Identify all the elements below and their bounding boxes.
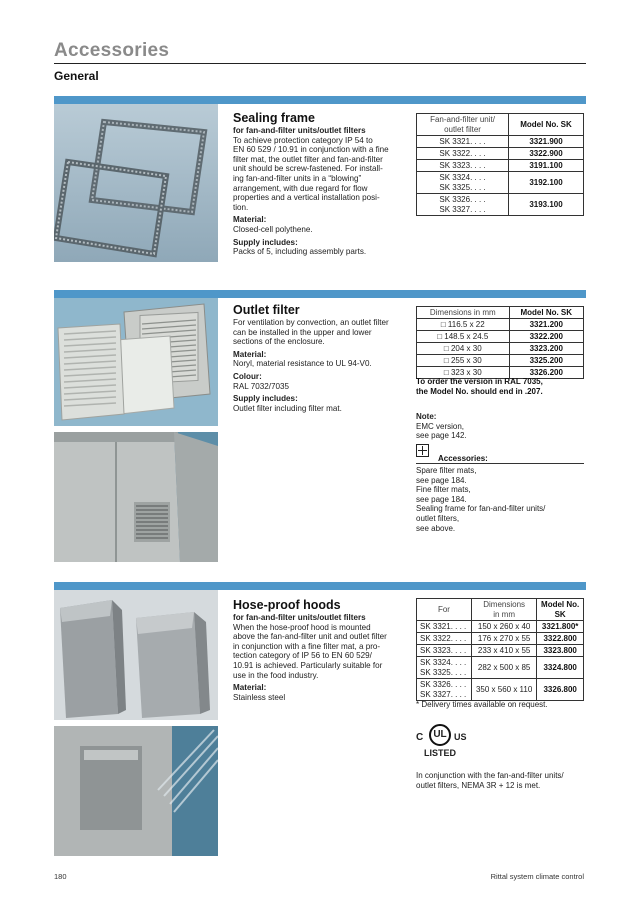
table-header-row bbox=[417, 599, 584, 621]
table-cell: 3323.800 bbox=[537, 645, 584, 657]
table-cell: 3323.200 bbox=[509, 343, 583, 355]
accessories-line: Spare filter mats, bbox=[416, 466, 477, 475]
ul-listed-logo bbox=[416, 724, 482, 764]
sealing-line: EN 60 529 / 10.91 in conjunction with a fine bbox=[233, 145, 389, 155]
outlet-table bbox=[416, 306, 584, 379]
table-cell bbox=[417, 194, 509, 216]
hoods-line: in conjunction with a fine filter mat, a pro- bbox=[233, 641, 381, 651]
section-heading: General bbox=[54, 69, 99, 83]
table-cell: 3321.200 bbox=[509, 319, 583, 331]
accessories-rule bbox=[416, 463, 584, 464]
note-label: Note: bbox=[416, 412, 437, 421]
column-header-line: SK bbox=[554, 609, 566, 619]
hoods-line: 10.91 is achieved. Particularly suitable for bbox=[233, 660, 383, 670]
table-cell: 350 x 560 x 110 bbox=[471, 679, 536, 701]
column-header-line: Model No. bbox=[541, 599, 580, 609]
note-line: see page 142. bbox=[416, 431, 467, 441]
sealing-line: filter mat, the outlet filter and fan-and-filter bbox=[233, 154, 383, 164]
sealing-line: tion. bbox=[233, 202, 249, 212]
header-rule bbox=[54, 63, 586, 64]
column-header-line: Dimensions bbox=[483, 599, 526, 609]
enclosure-photo bbox=[54, 432, 218, 562]
hood-installed-photo bbox=[54, 726, 218, 856]
table-row bbox=[417, 194, 584, 216]
table-cell: 3321.900 bbox=[509, 136, 584, 148]
column-header-line: in mm bbox=[493, 609, 516, 619]
hoods-line: above the fan-and-filter unit and outlet filter bbox=[233, 632, 387, 642]
table-row bbox=[417, 136, 584, 148]
column-header-line: Fan-and-filter unit/ bbox=[430, 114, 495, 124]
table-cell: □ 255 x 30 bbox=[417, 355, 510, 367]
ul-note-line: In conjunction with the fan-and-filter units/ bbox=[416, 771, 564, 780]
sealing-line: To achieve protection category IP 54 to bbox=[233, 135, 373, 145]
table-cell: 150 x 260 x 40 bbox=[471, 621, 536, 633]
table-cell-line: SK 3324. . . . bbox=[420, 657, 467, 667]
table-cell bbox=[417, 657, 472, 679]
outlet-title: Outlet filter bbox=[233, 303, 300, 317]
outlet-material-label: Material: bbox=[233, 349, 267, 359]
outlet-supply: Outlet filter including filter mat. bbox=[233, 403, 342, 413]
order-note-line: To order the version in RAL 7035, bbox=[416, 377, 543, 386]
table-cell: 176 x 270 x 55 bbox=[471, 633, 536, 645]
column-header: Model No. SK bbox=[509, 114, 584, 136]
ul-circle-mark: UL bbox=[429, 724, 451, 746]
outlet-description bbox=[233, 318, 408, 413]
column-header-line: outlet filter bbox=[444, 124, 481, 134]
table-cell: 3322.200 bbox=[509, 331, 583, 343]
table-cell-line: SK 3325. . . . bbox=[439, 182, 486, 192]
outlet-colour-label: Colour: bbox=[233, 371, 262, 381]
accessories-line: Sealing frame for fan-and-filter units/ bbox=[416, 504, 546, 514]
table-cell: SK 3322. . . . bbox=[417, 633, 472, 645]
sealing-frame-photo bbox=[54, 104, 218, 262]
outlet-colour: RAL 7032/7035 bbox=[233, 381, 289, 391]
accessories-line: Fine filter mats, bbox=[416, 485, 471, 495]
sealing-supply: Packs of 5, including assembly parts. bbox=[233, 247, 367, 257]
table-cell: 3322.900 bbox=[509, 148, 584, 160]
sealing-material-label: Material: bbox=[233, 215, 267, 225]
table-cell: 3193.100 bbox=[509, 194, 584, 216]
table-cell: 3326.800 bbox=[537, 679, 584, 701]
column-header: For bbox=[417, 599, 472, 621]
sealing-material: Closed-cell polythene. bbox=[233, 224, 313, 234]
table-cell: □ 116.5 x 22 bbox=[417, 319, 510, 331]
hoods-line: tection category of IP 56 to EN 60 529/ bbox=[233, 651, 372, 661]
ul-note bbox=[416, 771, 564, 790]
outlet-filter-photo bbox=[54, 298, 218, 426]
column-header: Dimensions in mm bbox=[417, 307, 510, 319]
note-block bbox=[416, 412, 467, 441]
sealing-for: for fan-and-filter units/outlet filters bbox=[233, 126, 366, 135]
table-row bbox=[417, 172, 584, 194]
column-header bbox=[537, 599, 584, 621]
hoods-table bbox=[416, 598, 584, 701]
sealing-title: Sealing frame bbox=[233, 111, 315, 125]
table-cell: SK 3321. . . . bbox=[417, 621, 472, 633]
outlet-line: For ventilation by convection, an outlet filter bbox=[233, 318, 389, 327]
table-cell: □ 148.5 x 24.5 bbox=[417, 331, 510, 343]
table-row bbox=[417, 657, 584, 679]
sealing-table bbox=[416, 113, 584, 216]
order-note-line: the Model No. should end in .207. bbox=[416, 386, 543, 396]
section-band-hoods bbox=[54, 582, 586, 590]
accessories-line: see above. bbox=[416, 523, 456, 533]
table-cell: 3324.800 bbox=[537, 657, 584, 679]
table-cell bbox=[417, 679, 472, 701]
table-cell: □ 323 x 30 bbox=[417, 367, 510, 379]
table-cell: 3322.800 bbox=[537, 633, 584, 645]
sealing-supply-label: Supply includes: bbox=[233, 237, 298, 247]
page-number: 180 bbox=[54, 872, 67, 881]
column-header bbox=[471, 599, 536, 621]
table-cell-line: SK 3326. . . . bbox=[439, 194, 486, 204]
sealing-description bbox=[233, 126, 408, 257]
table-cell: 3192.100 bbox=[509, 172, 584, 194]
hoods-line: use in the food industry. bbox=[233, 670, 319, 680]
table-cell: 3326.200 bbox=[509, 367, 583, 379]
hoods-material-label: Material: bbox=[233, 683, 267, 693]
table-cell bbox=[417, 172, 509, 194]
outlet-line: can be installed in the upper and lower bbox=[233, 327, 372, 337]
ul-us-mark: US bbox=[454, 732, 467, 742]
table-row bbox=[417, 319, 584, 331]
note-line: EMC version, bbox=[416, 421, 465, 431]
hoods-description bbox=[233, 613, 408, 702]
table-row bbox=[417, 148, 584, 160]
accessories-label: Accessories: bbox=[438, 454, 488, 463]
table-cell: 3325.200 bbox=[509, 355, 583, 367]
sealing-line: ing fan-and-filter units in a “blowing” bbox=[233, 173, 362, 183]
section-band-sealing bbox=[54, 96, 586, 104]
table-cell-line: SK 3324. . . . bbox=[439, 172, 486, 182]
delivery-note: * Delivery times available on request. bbox=[416, 700, 548, 709]
ul-note-line: outlet filters, NEMA 3R + 12 is met. bbox=[416, 780, 541, 790]
accessories-line: see page 184. bbox=[416, 494, 467, 504]
table-cell: SK 3323. . . . bbox=[417, 160, 509, 172]
footer-brand: Rittal system climate control bbox=[490, 872, 584, 881]
table-cell: 233 x 410 x 55 bbox=[471, 645, 536, 657]
table-row bbox=[417, 355, 584, 367]
table-cell: SK 3323. . . . bbox=[417, 645, 472, 657]
table-cell: 3191.100 bbox=[509, 160, 584, 172]
table-header-row bbox=[417, 114, 584, 136]
table-row bbox=[417, 343, 584, 355]
sealing-line: arrangement, with due regard for flow bbox=[233, 183, 368, 193]
table-cell-line: SK 3327. . . . bbox=[420, 689, 467, 699]
table-row bbox=[417, 621, 584, 633]
hoods-material: Stainless steel bbox=[233, 692, 286, 702]
table-cell: 3321.800* bbox=[537, 621, 584, 633]
hoods-photo bbox=[54, 590, 218, 720]
section-band-outlet bbox=[54, 290, 586, 298]
sealing-line: unit should be screw-fastened. For install- bbox=[233, 164, 383, 174]
accessories-line: see page 184. bbox=[416, 475, 467, 485]
column-header: Model No. SK bbox=[509, 307, 583, 319]
plus-icon bbox=[416, 444, 429, 457]
table-cell: SK 3322. . . . bbox=[417, 148, 509, 160]
table-cell-line: SK 3326. . . . bbox=[420, 679, 467, 689]
outlet-material: Noryl, material resistance to UL 94-V0. bbox=[233, 359, 372, 369]
table-row bbox=[417, 331, 584, 343]
accessories-list bbox=[416, 466, 545, 533]
table-cell: 282 x 500 x 85 bbox=[471, 657, 536, 679]
order-note bbox=[416, 377, 543, 396]
accessories-line: outlet filters, bbox=[416, 513, 460, 523]
table-cell: □ 204 x 30 bbox=[417, 343, 510, 355]
hoods-title: Hose-proof hoods bbox=[233, 598, 341, 612]
ul-c-mark: C bbox=[416, 732, 424, 743]
table-header-row bbox=[417, 307, 584, 319]
table-row bbox=[417, 160, 584, 172]
table-row bbox=[417, 645, 584, 657]
outlet-line: sections of the enclosure. bbox=[233, 337, 325, 347]
page-title: Accessories bbox=[54, 40, 170, 61]
table-cell-line: SK 3327. . . . bbox=[439, 204, 486, 214]
hoods-line: When the hose-proof hood is mounted bbox=[233, 622, 371, 632]
ul-listed-text: LISTED bbox=[424, 748, 457, 758]
table-cell: SK 3321. . . . bbox=[417, 136, 509, 148]
table-cell-line: SK 3325. . . . bbox=[420, 667, 467, 677]
column-header bbox=[417, 114, 509, 136]
hoods-for: for fan-and-filter units/outlet filters bbox=[233, 613, 366, 622]
outlet-supply-label: Supply includes: bbox=[233, 394, 298, 404]
table-row bbox=[417, 679, 584, 701]
table-row bbox=[417, 633, 584, 645]
sealing-line: properties and a vertical installation posi- bbox=[233, 193, 380, 203]
